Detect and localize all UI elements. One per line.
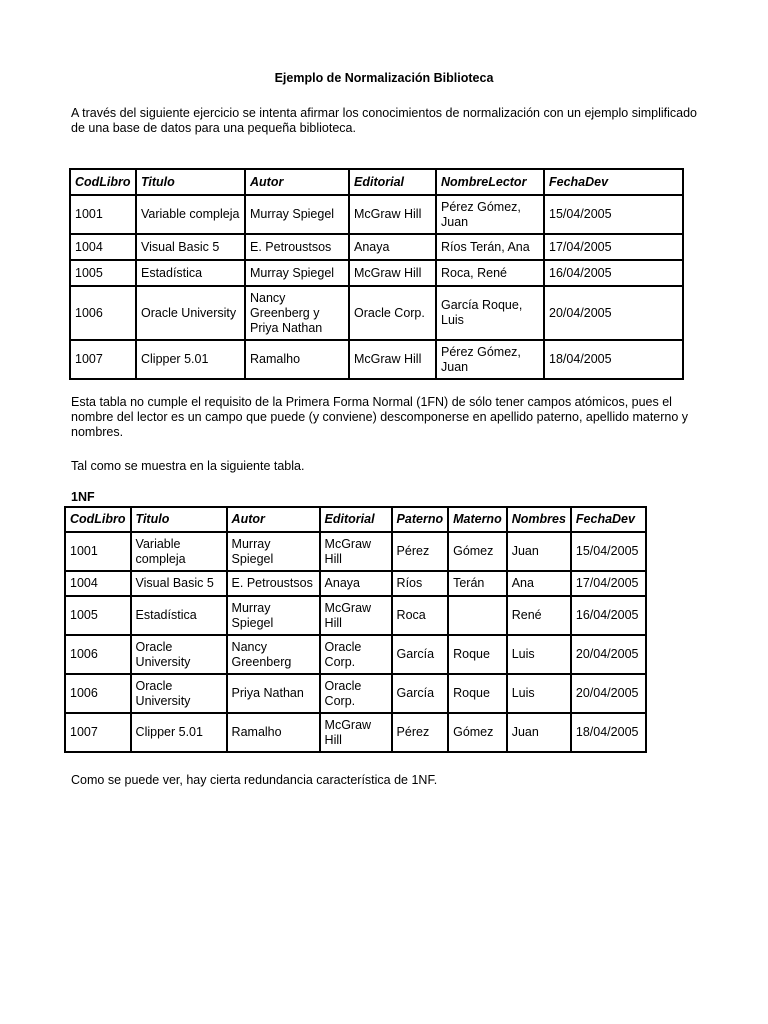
table-cell: 17/04/2005 xyxy=(571,571,646,596)
table-cell: Pérez xyxy=(392,532,449,571)
header-cell: Editorial xyxy=(320,507,392,532)
table-cell: Roca, René xyxy=(436,260,544,286)
table-cell: Nancy Greenberg xyxy=(227,635,320,674)
table-cell: Oracle Corp. xyxy=(320,635,392,674)
table-row xyxy=(70,195,683,234)
header-cell: Materno xyxy=(448,507,507,532)
header-cell: FechaDev xyxy=(571,507,646,532)
table-cell: Oracle University xyxy=(131,635,227,674)
table-cell: Oracle Corp. xyxy=(349,286,436,340)
table-cell: 1001 xyxy=(65,532,131,571)
table-cell: E. Petroustsos xyxy=(227,571,320,596)
header-cell: Paterno xyxy=(392,507,449,532)
table-row xyxy=(70,340,683,379)
table-cell: 1006 xyxy=(70,286,136,340)
table-cell: Pérez Gómez, Juan xyxy=(436,340,544,379)
table-cell: Terán xyxy=(448,571,507,596)
table-cell: Ramalho xyxy=(227,713,320,752)
table-cell: Roca xyxy=(392,596,449,635)
table-cell: García xyxy=(392,674,449,713)
header-cell: Nombres xyxy=(507,507,571,532)
table-row xyxy=(70,234,683,260)
header-cell: FechaDev xyxy=(544,169,683,195)
table-cell: Nancy Greenberg y Priya Nathan xyxy=(245,286,349,340)
table-cell: Estadística xyxy=(136,260,245,286)
table-cell: McGraw Hill xyxy=(320,713,392,752)
table-cell: 1005 xyxy=(65,596,131,635)
header-cell: CodLibro xyxy=(70,169,136,195)
table-cell: Ana xyxy=(507,571,571,596)
table-cell: 1007 xyxy=(65,713,131,752)
table-cell: Juan xyxy=(507,532,571,571)
table-cell: Roque xyxy=(448,674,507,713)
header-cell: Autor xyxy=(227,507,320,532)
table-cell: Ríos xyxy=(392,571,449,596)
table-row xyxy=(70,260,683,286)
table-cell: Anaya xyxy=(320,571,392,596)
table-cell: E. Petroustsos xyxy=(245,234,349,260)
header-cell: Editorial xyxy=(349,169,436,195)
table-cell: Roque xyxy=(448,635,507,674)
intro-paragraph: A través del siguiente ejercicio se intenta afirmar los conocimientos de normalización con un ejemplo simplificado de una base de datos para una pequeña biblioteca. xyxy=(71,106,698,135)
table-cell: McGraw Hill xyxy=(320,596,392,635)
table-row xyxy=(65,635,646,674)
table-row xyxy=(65,713,646,752)
table-cell: Priya Nathan xyxy=(227,674,320,713)
table-cell: 17/04/2005 xyxy=(544,234,683,260)
table-cell: McGraw Hill xyxy=(320,532,392,571)
table-cell: 15/04/2005 xyxy=(544,195,683,234)
library-table-unnormalized xyxy=(69,168,684,380)
table-cell: McGraw Hill xyxy=(349,340,436,379)
table-cell: 1004 xyxy=(70,234,136,260)
header-cell: NombreLector xyxy=(436,169,544,195)
document-title: Ejemplo de Normalización Biblioteca xyxy=(274,71,494,85)
table-cell: Estadística xyxy=(131,596,227,635)
table-cell: Variable compleja xyxy=(136,195,245,234)
table-cell: René xyxy=(507,596,571,635)
table-cell: Oracle University xyxy=(136,286,245,340)
explanation-paragraph: Esta tabla no cumple el requisito de la Primera Forma Normal (1FN) de sólo tener campos atómicos, pues el nombre del lector es un campo que puede (y conviene) descomponerse en apellido paterno, apellido materno y nombres. xyxy=(71,395,689,439)
table-cell: Oracle University xyxy=(131,674,227,713)
header-cell: Autor xyxy=(245,169,349,195)
table-cell: Variable compleja xyxy=(131,532,227,571)
table-cell: Murray Spiegel xyxy=(227,532,320,571)
table-cell: 1006 xyxy=(65,674,131,713)
table-cell: 16/04/2005 xyxy=(571,596,646,635)
table-cell: Murray Spiegel xyxy=(245,260,349,286)
library-table-1nf xyxy=(64,506,647,753)
table-cell: Anaya xyxy=(349,234,436,260)
table-cell: Luis xyxy=(507,635,571,674)
table-cell: García Roque, Luis xyxy=(436,286,544,340)
lead-in-paragraph: Tal como se muestra en la siguiente tabla. xyxy=(71,459,305,473)
table-row xyxy=(65,674,646,713)
table-cell: Juan xyxy=(507,713,571,752)
table-cell: McGraw Hill xyxy=(349,260,436,286)
table-row xyxy=(70,286,683,340)
header-cell: CodLibro xyxy=(65,507,131,532)
table-row xyxy=(65,596,646,635)
table-cell: Pérez Gómez, Juan xyxy=(436,195,544,234)
conclusion-paragraph: Como se puede ver, hay cierta redundancia característica de 1NF. xyxy=(71,773,438,787)
section-heading-1nf: 1NF xyxy=(71,490,95,504)
table-cell: Luis xyxy=(507,674,571,713)
table-cell: McGraw Hill xyxy=(349,195,436,234)
table-header-row xyxy=(65,507,646,532)
table-cell: Clipper 5.01 xyxy=(131,713,227,752)
table-cell: 1001 xyxy=(70,195,136,234)
table-cell: 18/04/2005 xyxy=(544,340,683,379)
table-cell: 15/04/2005 xyxy=(571,532,646,571)
table-cell: 1007 xyxy=(70,340,136,379)
table-cell: Murray Spiegel xyxy=(245,195,349,234)
table-cell: 20/04/2005 xyxy=(571,635,646,674)
table-cell: Visual Basic 5 xyxy=(136,234,245,260)
table-cell: Visual Basic 5 xyxy=(131,571,227,596)
table-header-row xyxy=(70,169,683,195)
header-cell: Titulo xyxy=(136,169,245,195)
table-cell: 1004 xyxy=(65,571,131,596)
table-cell: Pérez xyxy=(392,713,449,752)
table-cell: Ramalho xyxy=(245,340,349,379)
table-cell: Oracle Corp. xyxy=(320,674,392,713)
table-cell: 1006 xyxy=(65,635,131,674)
table-cell: Ríos Terán, Ana xyxy=(436,234,544,260)
table-cell: 20/04/2005 xyxy=(571,674,646,713)
table-cell: Gómez xyxy=(448,532,507,571)
table-row xyxy=(65,571,646,596)
table-cell: 1005 xyxy=(70,260,136,286)
header-cell: Titulo xyxy=(131,507,227,532)
table-cell: 20/04/2005 xyxy=(544,286,683,340)
table-cell: 16/04/2005 xyxy=(544,260,683,286)
table-cell: García xyxy=(392,635,449,674)
table-cell: Murray Spiegel xyxy=(227,596,320,635)
table-cell xyxy=(448,596,507,635)
table-row xyxy=(65,532,646,571)
table-cell: Gómez xyxy=(448,713,507,752)
table-cell: Clipper 5.01 xyxy=(136,340,245,379)
table-cell: 18/04/2005 xyxy=(571,713,646,752)
